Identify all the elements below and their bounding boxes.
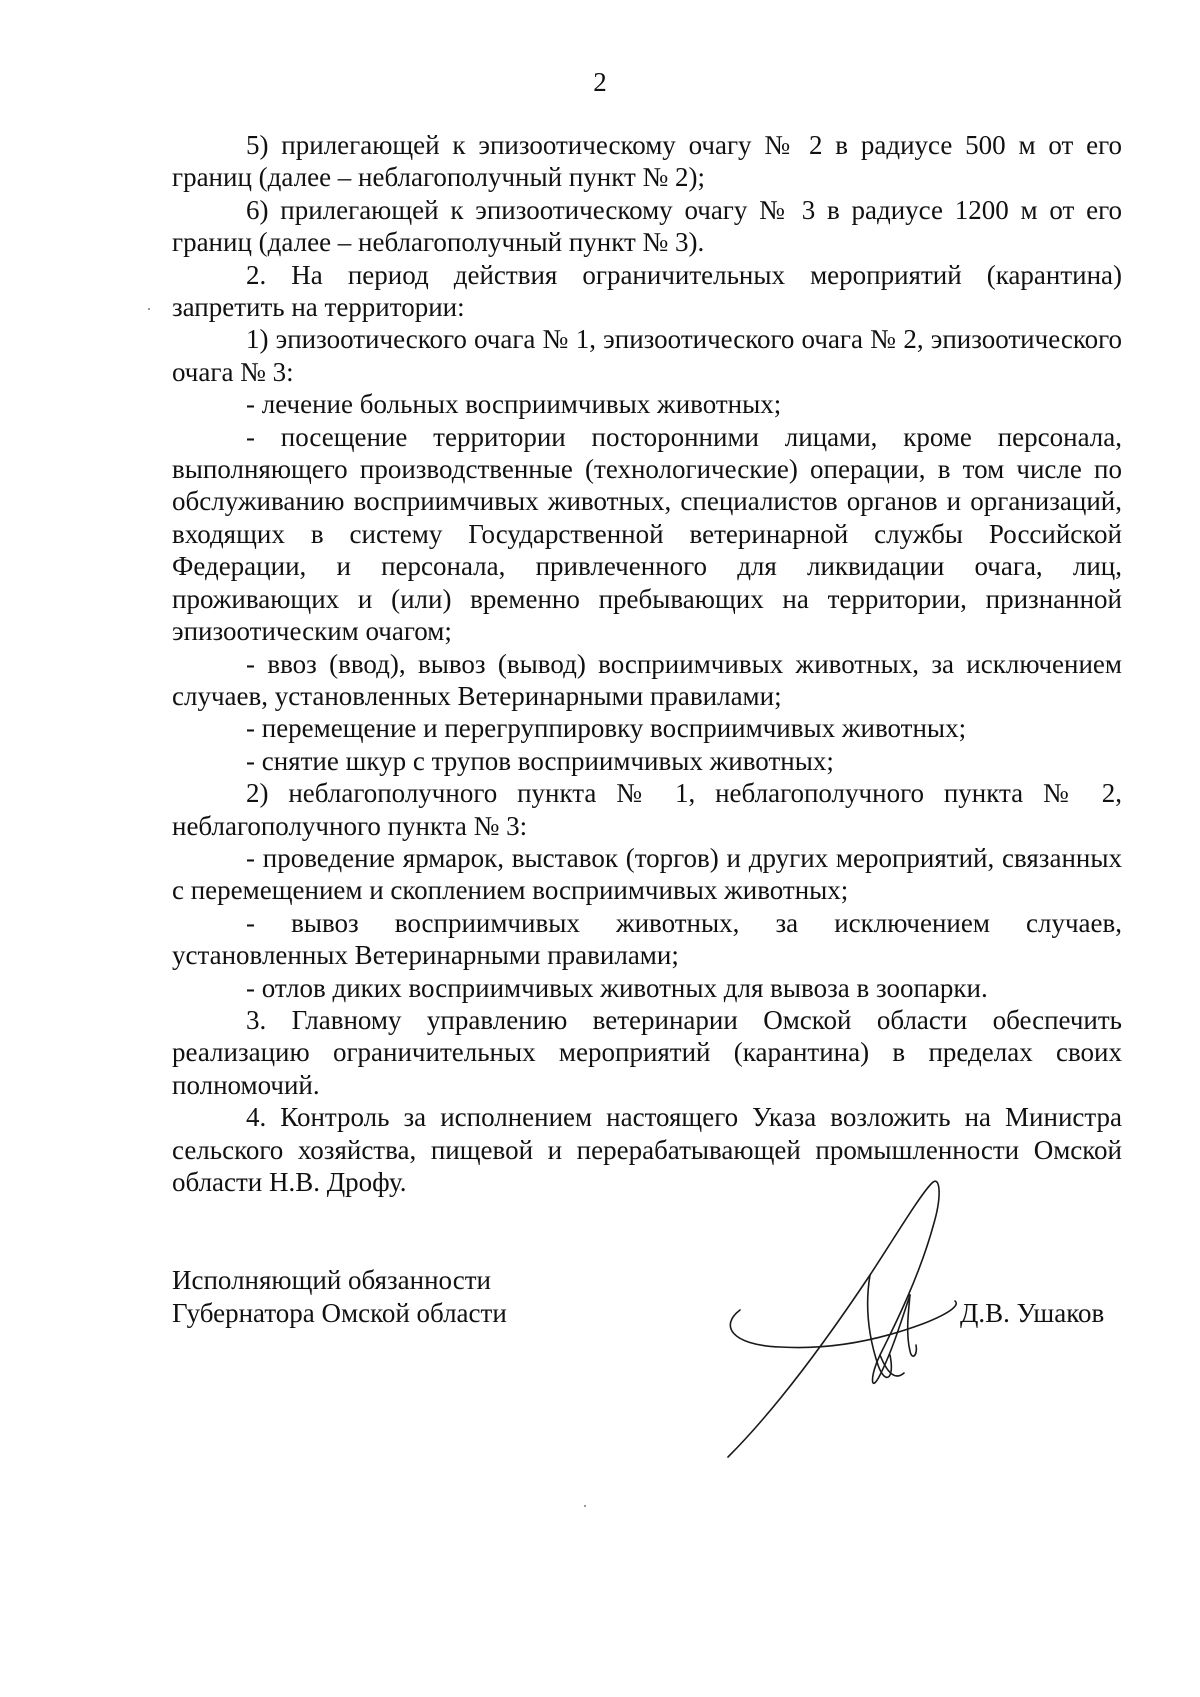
paragraph-ban-regrouping: - перемещение и перегруппировку восприимчивых животных; [246,713,967,744]
paragraph-ban-import-export: - ввоз (ввод), вывоз (вывод) восприимчивых животных, за исключением случаев, установленных Ветеринарными правилами; [172,648,1122,711]
signer-position-line-1: Исполняющий обязанности [172,1265,491,1295]
paragraph-section-3: 3. Главному управлению ветеринарии Омской области обеспечить реализацию ограничительных мероприятий (карантина) в пределах своих полномочий. [172,1004,1122,1100]
scan-artifact [148,308,150,310]
page-number: 2 [593,67,607,97]
paragraph-item-5: 5) прилегающей к эпизоотическому очагу № 2 в радиусе 500 м от его границ (далее – неблагополучный пункт № 2); [172,130,1122,193]
signer-position [172,1264,692,1330]
paragraph-ban-treatment: - лечение больных восприимчивых животных; [246,389,782,420]
paragraph-ban-skinning: - снятие шкур с трупов восприимчивых животных; [246,745,834,776]
handwritten-signature [720,1175,1020,1485]
paragraph-section-4: 4. Контроль за исполнением настоящего Указа возложить на Министра сельского хозяйства, пищевой и перерабатывающей промышленности Омской области Н.В. Дрофу. [172,1102,1122,1197]
paragraph-item-6: 6) прилегающей к эпизоотическому очагу № 3 в радиусе 1200 м от его границ (далее – неблагополучный пункт № 3). [172,194,1122,258]
paragraph-ban-export: - вывоз восприимчивых животных, за исключением случаев, установленных Ветеринарными правилами; [172,907,1122,971]
document-body [172,129,1122,1198]
scan-artifact [584,1505,586,1507]
signer-name: Д.В. Ушаков [960,1298,1105,1328]
paragraph-section-2: 2. На период действия ограничительных мероприятий (карантина) запретить на территории: [172,259,1122,323]
paragraph-subitem-1: 1) эпизоотического очага № 1, эпизоотического очага № 2, эпизоотического очага № 3: [172,324,1122,387]
paragraph-ban-visits: - посещение территории посторонними лицами, кроме персонала, выполняющего производственные (технологические) операции, в том числе по обслуживанию восприимчивых животных, специалистов органов и организаций, входящих в систему Государственной ветеринарной службы Российской Федерации, и персонала, привлеченного для ликвидации очага, лиц, проживающих и (или) временно пребывающих на территории, признанной эпизоотическим очагом; [172,421,1122,647]
paragraph-subitem-2: 2) неблагополучного пункта № 1, неблагополучного пункта № 2, неблагополучного пункта № 3: [172,778,1122,841]
paragraph-ban-trapping: - отлов диких восприимчивых животных для вывоза в зоопарки. [246,972,988,1003]
paragraph-ban-fairs: - проведение ярмарок, выставок (торгов) и других мероприятий, связанных с перемещением и скоплением восприимчивых животных; [172,842,1122,906]
signer-position-line-2: Губернатора Омской области [172,1298,507,1328]
